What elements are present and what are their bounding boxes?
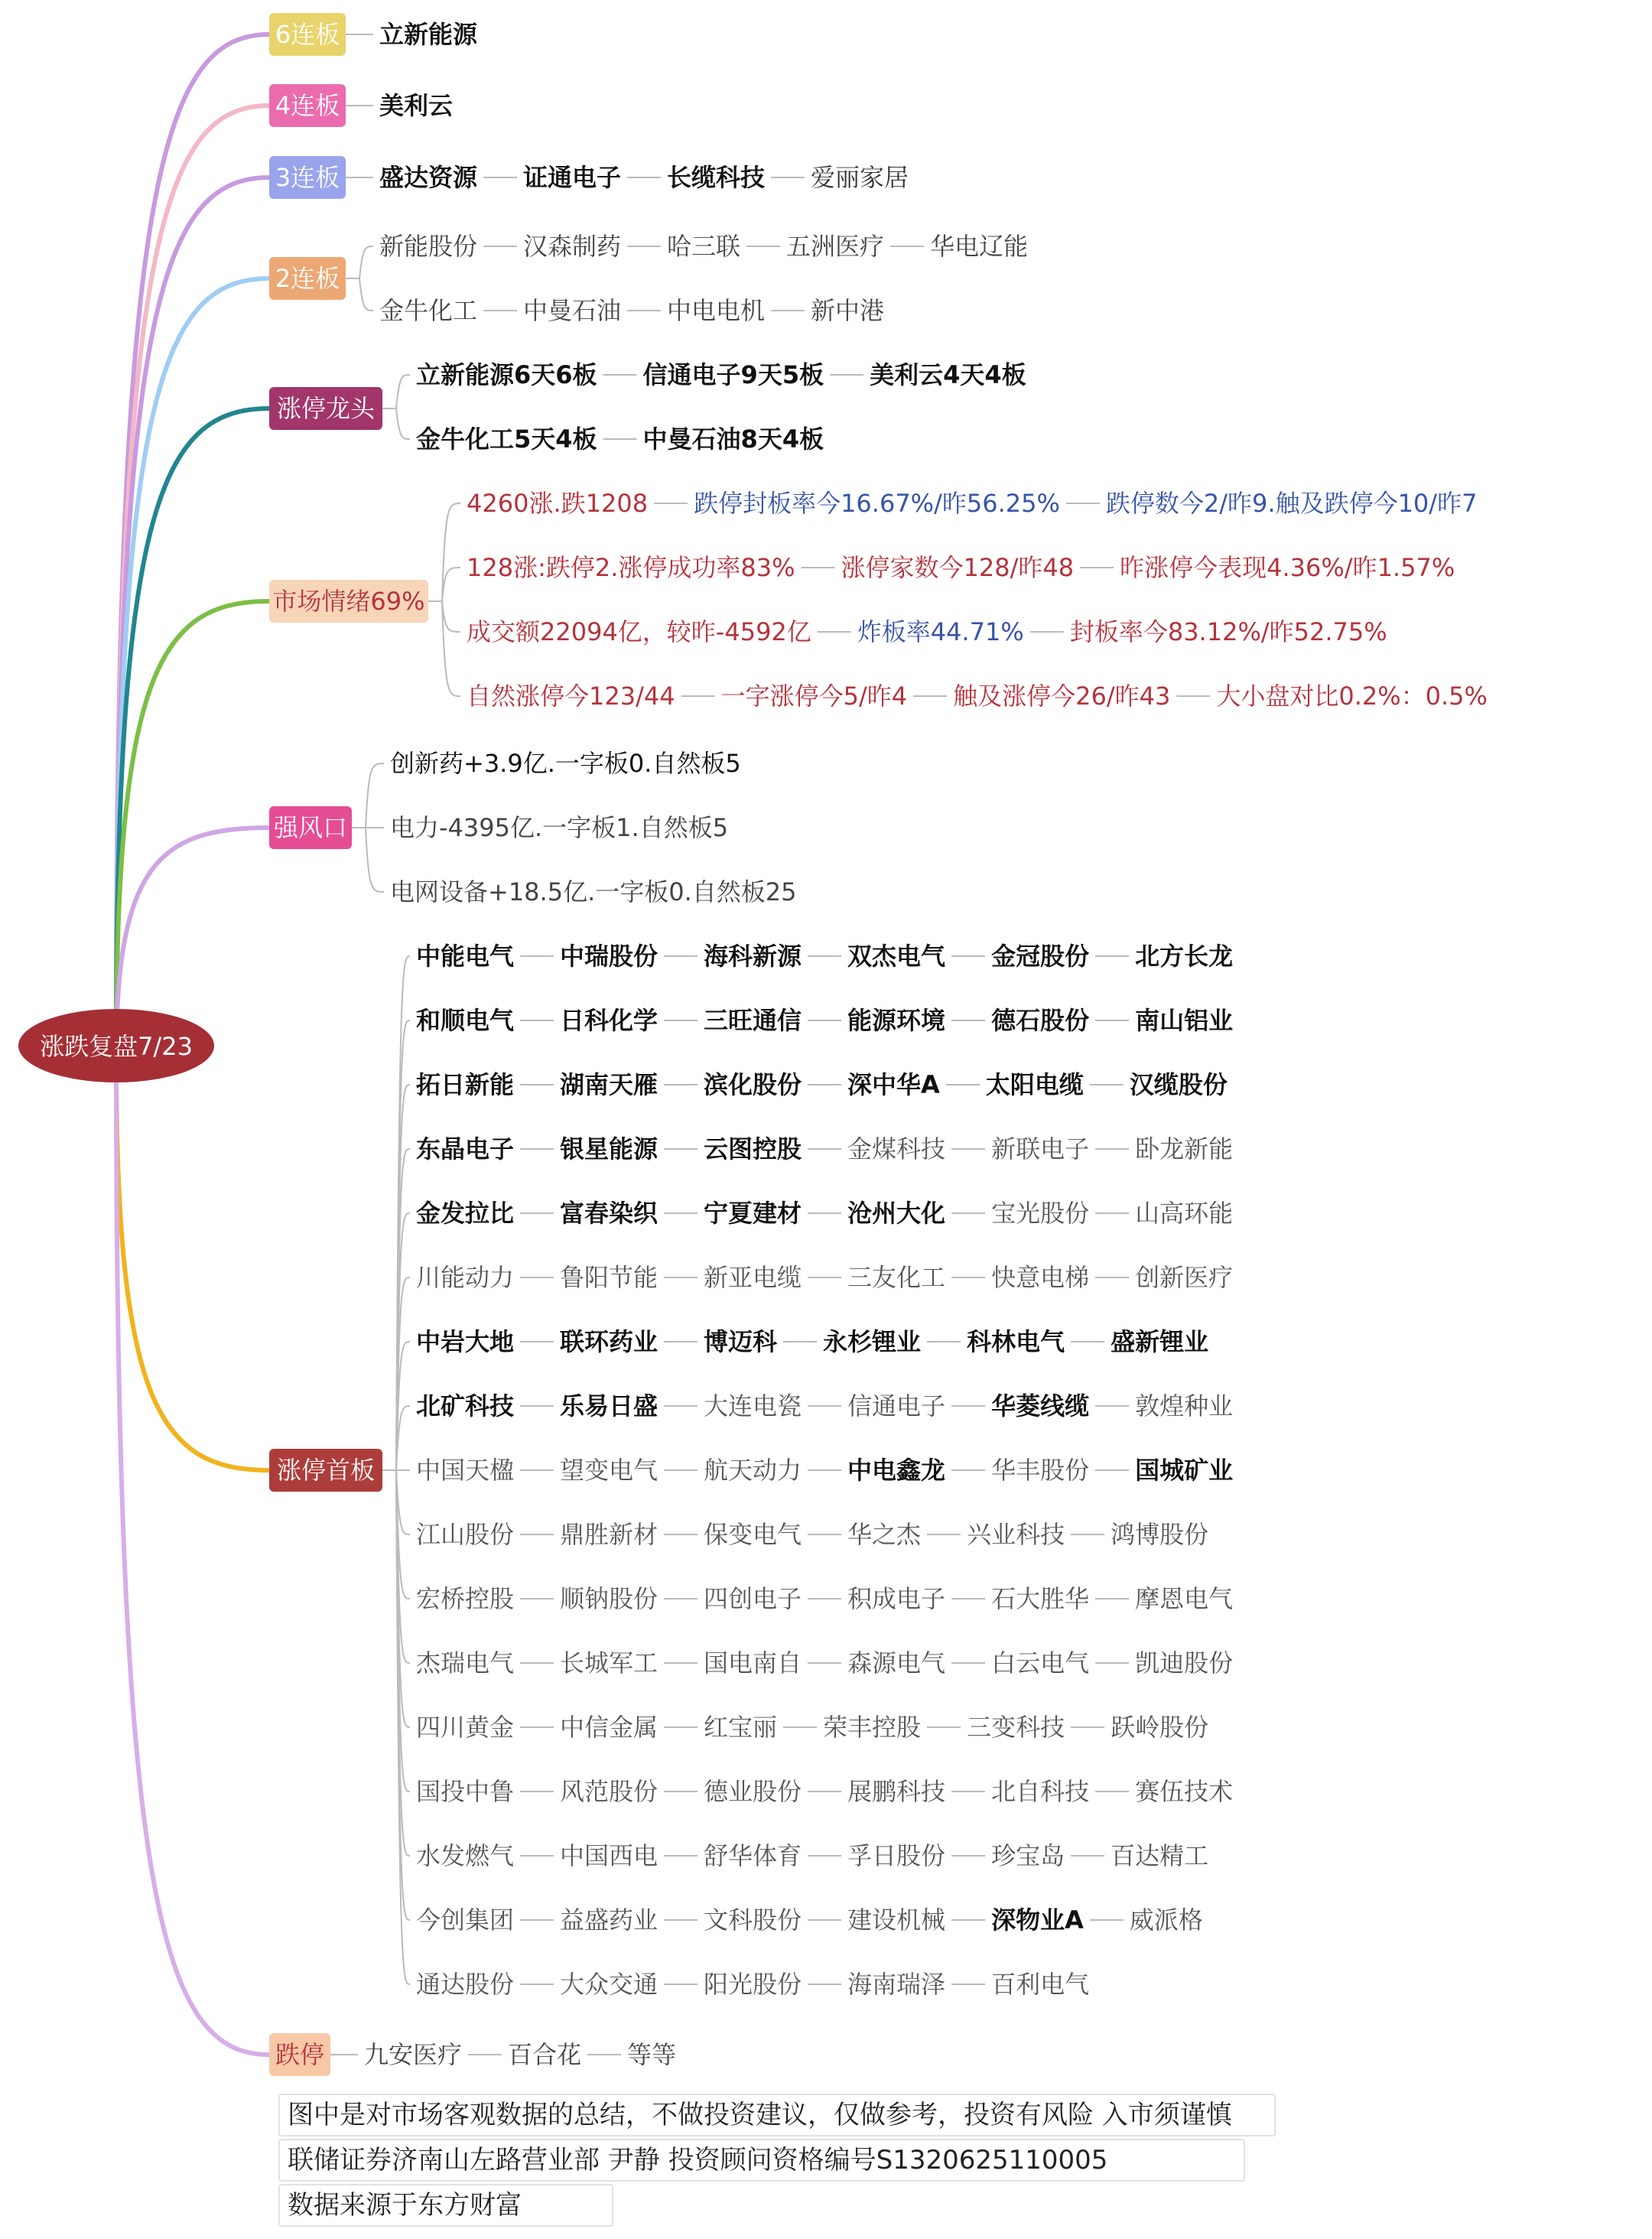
item-label: 信通电子 (847, 1391, 946, 1421)
item-label: 望变电气 (560, 1456, 659, 1485)
item-label: 中岩大地 (416, 1327, 515, 1356)
item-label: 四创电子 (704, 1584, 802, 1613)
item-label: 百合花 (508, 2040, 582, 2069)
item-label: 富春染织 (560, 1199, 659, 1228)
item-label: 双杰电气 (847, 942, 946, 971)
item-label: 兴业科技 (967, 1520, 1065, 1549)
item-label: 能源环境 (847, 1006, 946, 1035)
item-label: 科林电气 (967, 1327, 1065, 1356)
child-connector (442, 601, 460, 632)
item-label: 北自科技 (991, 1777, 1090, 1806)
item-label: 益盛药业 (560, 1905, 659, 1935)
item-label: 大小盘对比0.2%：0.5% (1216, 682, 1488, 711)
item-label: 涨停家数今128/昨48 (841, 553, 1075, 582)
item-label: 金发拉比 (416, 1199, 515, 1228)
item-label: 孚日股份 (847, 1841, 946, 1870)
item-label: 白云电气 (991, 1648, 1090, 1678)
item-label: 宝光股份 (991, 1199, 1090, 1228)
item-label: 川能动力 (416, 1263, 515, 1292)
item-label: 自然涨停今123/44 (467, 682, 675, 711)
item-label: 中电电机 (667, 296, 766, 325)
item-label: 中国天楹 (416, 1456, 515, 1485)
item-label: 华菱线缆 (991, 1391, 1090, 1421)
item-label: 红宝丽 (704, 1713, 778, 1742)
item-label: 金牛化工 (379, 296, 478, 325)
item-label: 乐易日盛 (560, 1391, 659, 1421)
item-label: 信通电子9天5板 (642, 360, 824, 389)
item-label: 立新能源6天6板 (416, 360, 597, 389)
item-label: 新亚电缆 (704, 1263, 802, 1292)
item-label: 中信金属 (560, 1713, 659, 1742)
item-label: 长城军工 (560, 1648, 659, 1678)
item-label: 盛达资源 (379, 163, 478, 192)
item-label: 中瑞股份 (560, 942, 659, 971)
branch-connector (116, 1066, 269, 2055)
item-label: 云图控股 (704, 1134, 802, 1163)
item-label: 美利云4天4板 (870, 360, 1026, 389)
item-label: 敦煌种业 (1135, 1391, 1234, 1421)
branch-label: 涨停首板 (276, 1456, 376, 1485)
child-connector (396, 408, 410, 439)
item-label: 石大胜华 (991, 1584, 1090, 1613)
item-label: 新联电子 (991, 1134, 1090, 1163)
item-label: 哈三联 (667, 232, 741, 261)
item-label: 中能电气 (416, 942, 515, 971)
item-label: 中曼石油 (523, 296, 622, 325)
item-label: 鲁阳节能 (560, 1263, 659, 1292)
branch-label: 市场情绪69% (272, 587, 425, 616)
item-label: 森源电气 (847, 1648, 946, 1678)
item-label: 深中华A (847, 1070, 940, 1099)
branch-label: 2连板 (275, 264, 340, 293)
item-label: 跃岭股份 (1111, 1713, 1209, 1742)
item-label: 顺钠股份 (560, 1584, 659, 1613)
item-label: 沧州大化 (847, 1199, 946, 1228)
item-label: 江山股份 (416, 1520, 515, 1549)
item-label: 卧龙新能 (1135, 1134, 1234, 1163)
branch-label: 3连板 (275, 163, 340, 192)
branch-connector (116, 278, 269, 1039)
item-label: 华之杰 (847, 1520, 922, 1549)
branch-label: 强风口 (273, 813, 348, 842)
child-connector (442, 601, 460, 696)
item-label: 舒华体育 (704, 1841, 802, 1870)
item-label: 湖南天雁 (560, 1070, 659, 1099)
branch-label: 涨停龙头 (276, 394, 376, 423)
child-connector (442, 568, 460, 601)
item-label: 盛新锂业 (1111, 1327, 1209, 1356)
item-label: 水发燃气 (416, 1841, 515, 1870)
item-label: 快意电梯 (991, 1263, 1090, 1292)
item-label: 风范股份 (560, 1777, 659, 1806)
root-label: 涨跌复盘7/23 (40, 1032, 193, 1061)
item-label: 今创集团 (416, 1905, 515, 1935)
item-label: 成交额22094亿，较昨-4592亿 (467, 617, 811, 646)
item-label: 百利电气 (991, 1970, 1090, 1999)
item-label: 北矿科技 (416, 1391, 515, 1421)
branch-connector (116, 34, 269, 1023)
item-label: 4260涨.跌1208 (467, 489, 649, 518)
branch-node[interactable] (269, 387, 382, 430)
root-node[interactable] (18, 1009, 214, 1082)
item-label: 南山铝业 (1135, 1006, 1234, 1035)
item-label: 新中港 (811, 296, 885, 325)
item-label: 创新药+3.9亿.一字板0.自然板5 (390, 749, 741, 778)
item-label: 通达股份 (416, 1970, 515, 1999)
item-label: 宁夏建材 (704, 1199, 802, 1228)
item-label: 滨化股份 (704, 1070, 802, 1099)
item-label: 新能股份 (379, 232, 478, 261)
item-label: 九安医疗 (364, 2040, 463, 2069)
item-label: 积成电子 (847, 1584, 946, 1613)
item-label: 赛伍技术 (1135, 1777, 1234, 1806)
item-label: 国城矿业 (1135, 1456, 1234, 1485)
item-label: 五洲医疗 (786, 232, 885, 261)
item-label: 立新能源 (379, 20, 478, 49)
child-connector (366, 763, 384, 828)
item-label: 鼎胜新材 (560, 1520, 659, 1549)
item-label: 四川黄金 (416, 1713, 515, 1742)
item-label: 中曼石油8天4板 (642, 425, 824, 454)
child-connector (396, 375, 410, 408)
item-label: 深物业A (991, 1905, 1084, 1935)
item-label: 凯迪股份 (1135, 1648, 1234, 1678)
child-connector (359, 246, 373, 278)
item-label: 联环药业 (560, 1327, 659, 1356)
branch-node[interactable] (269, 806, 352, 849)
item-label: 国投中鲁 (416, 1777, 515, 1806)
item-label: 汉缆股份 (1129, 1070, 1228, 1099)
item-label: 华电辽能 (930, 232, 1029, 261)
item-label: 海南瑞泽 (847, 1970, 946, 1999)
item-label: 德石股份 (991, 1006, 1090, 1035)
item-label: 等等 (627, 2040, 677, 2069)
item-label: 电网设备+18.5亿.一字板0.自然板25 (390, 877, 797, 906)
item-label: 日科化学 (560, 1006, 659, 1035)
item-label: 东晶电子 (416, 1134, 515, 1163)
item-label: 昨涨停今表现4.36%/昨1.57% (1120, 553, 1455, 582)
item-label: 跌停封板率今16.67%/昨56.25% (694, 489, 1060, 518)
item-label: 中电鑫龙 (847, 1456, 946, 1485)
branch-label: 6连板 (275, 20, 340, 49)
item-label: 和顺电气 (416, 1006, 515, 1035)
item-label: 金煤科技 (847, 1134, 946, 1163)
item-label: 海科新源 (704, 942, 802, 971)
item-label: 威派格 (1129, 1905, 1203, 1935)
branch-label: 跌停 (275, 2040, 325, 2069)
child-connector (359, 278, 373, 311)
item-label: 三友化工 (847, 1263, 946, 1292)
item-label: 宏桥控股 (416, 1584, 515, 1613)
item-label: 鸿博股份 (1111, 1520, 1209, 1549)
item-label: 德业股份 (704, 1777, 802, 1806)
source-note: 数据来源于东方财富 (278, 2184, 613, 2227)
item-label: 金冠股份 (991, 942, 1090, 971)
item-label: 金牛化工5天4板 (416, 425, 597, 454)
child-connector (442, 503, 460, 601)
branch-node[interactable] (269, 84, 346, 127)
item-label: 一字涨停今5/昨4 (720, 682, 908, 711)
edges (116, 34, 1210, 2055)
item-label: 爱丽家居 (811, 163, 909, 192)
item-label: 触及涨停今26/昨43 (953, 682, 1171, 711)
item-label: 银星能源 (560, 1134, 659, 1163)
author-note: 联储证券济南山左路营业部 尹静 投资顾问资格编号S1320625110005 (278, 2139, 1245, 2182)
item-label: 珍宝岛 (991, 1841, 1065, 1870)
item-label: 三旺通信 (704, 1006, 802, 1035)
item-label: 电力-4395亿.一字板1.自然板5 (390, 813, 729, 842)
item-label: 三变科技 (967, 1713, 1065, 1742)
item-label: 长缆科技 (667, 163, 766, 192)
item-label: 国电南自 (704, 1648, 802, 1678)
branch-node[interactable] (269, 13, 346, 56)
item-label: 建设机械 (847, 1905, 946, 1935)
item-label: 美利云 (379, 91, 454, 120)
item-label: 大众交通 (560, 1970, 659, 1999)
child-connector (366, 828, 384, 892)
item-label: 太阳电缆 (985, 1070, 1084, 1099)
item-label: 中国西电 (560, 1841, 659, 1870)
item-label: 文科股份 (704, 1905, 802, 1935)
item-label: 展鹏科技 (847, 1777, 946, 1806)
item-label: 证通电子 (523, 163, 622, 192)
item-label: 跌停数今2/昨9.触及跌停今10/昨7 (1105, 489, 1478, 518)
item-label: 航天动力 (704, 1456, 802, 1485)
item-label: 荣丰控股 (823, 1713, 922, 1742)
item-label: 拓日新能 (416, 1070, 515, 1099)
branch-node[interactable] (269, 2033, 330, 2076)
item-label: 北方长龙 (1135, 942, 1234, 971)
branch-connector (116, 601, 269, 1050)
branch-node[interactable] (269, 580, 428, 623)
item-label: 保变电气 (704, 1520, 802, 1549)
branch-node[interactable] (269, 257, 346, 300)
item-label: 永杉锂业 (823, 1327, 922, 1356)
item-label: 华丰股份 (991, 1456, 1090, 1485)
item-label: 炸板率44.71% (857, 617, 1024, 646)
item-label: 杰瑞电气 (416, 1648, 515, 1678)
item-label: 百达精工 (1111, 1841, 1209, 1870)
branch-node[interactable] (269, 156, 346, 199)
item-label: 博迈科 (704, 1327, 778, 1356)
item-label: 山高环能 (1135, 1199, 1234, 1228)
branch-node[interactable] (269, 1449, 382, 1492)
item-label: 摩恩电气 (1135, 1584, 1234, 1613)
nodes (18, 13, 1488, 2076)
branch-connector (116, 1060, 269, 1470)
item-label: 汉森制药 (523, 232, 622, 261)
item-label: 阳光股份 (704, 1970, 802, 1999)
item-label: 创新医疗 (1135, 1263, 1234, 1292)
disclaimer-note: 图中是对市场客观数据的总结，不做投资建议，仅做参考，投资有风险 入市须谨慎 (278, 2094, 1276, 2136)
item-label: 128涨:跌停2.涨停成功率83% (467, 553, 795, 582)
item-label: 大连电瓷 (704, 1391, 802, 1421)
branch-label: 4连板 (275, 91, 340, 120)
item-label: 封板率今83.12%/昨52.75% (1069, 617, 1387, 646)
